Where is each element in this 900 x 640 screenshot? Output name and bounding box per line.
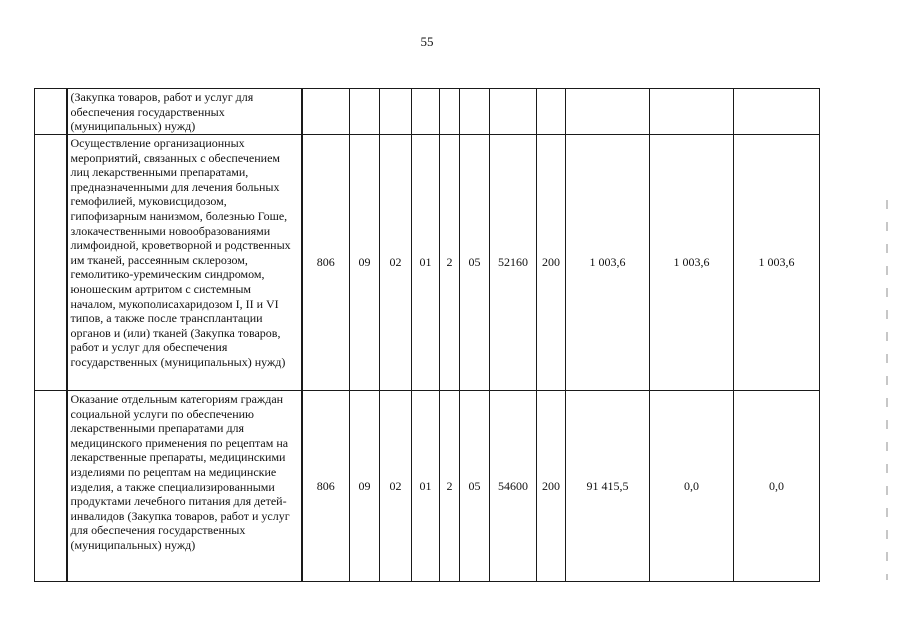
event-code-cell: 05 bbox=[460, 135, 490, 391]
expense-type-cell: 200 bbox=[537, 135, 566, 391]
amount-year2-cell: 0,0 bbox=[650, 391, 734, 582]
event-code-cell bbox=[460, 89, 490, 135]
table-row bbox=[35, 89, 820, 135]
direction-code-cell: 52160 bbox=[490, 135, 537, 391]
description-cell: (Закупка товаров, работ и услуг для обеспечения государственных (муниципальных) нужд) bbox=[67, 89, 302, 135]
ministry-code-cell: 806 bbox=[302, 135, 350, 391]
amount-year2-cell: 1 003,6 bbox=[650, 135, 734, 391]
description-cell: Оказание отдельным категориям граждан социальной услуги по обеспечению лекарственными препаратами для медицинского применения по рецептам на лекарственные препараты, медицинскими изделиями по рецептам на медицинские изделия, а также специализированными продуктами лечебного питания для детей-инвалидов (Закупка товаров, работ и услуг для обеспечения государственных (муниципальных) нужд) bbox=[67, 391, 302, 582]
subprogram-code-cell: 2 bbox=[440, 391, 460, 582]
program-code-cell: 01 bbox=[412, 391, 440, 582]
amount-year3-cell: 1 003,6 bbox=[734, 135, 820, 391]
table-row bbox=[35, 391, 820, 582]
row-number-cell bbox=[35, 89, 67, 135]
amount-year2-cell bbox=[650, 89, 734, 135]
row-number-cell bbox=[35, 135, 67, 391]
section-code-cell: 09 bbox=[350, 391, 380, 582]
page-number: 55 bbox=[420, 34, 434, 49]
amount-year1-cell: 1 003,6 bbox=[566, 135, 650, 391]
subprogram-code-cell bbox=[440, 89, 460, 135]
event-code-cell: 05 bbox=[460, 391, 490, 582]
scan-artifact-dots bbox=[886, 200, 888, 580]
table-row bbox=[35, 135, 820, 391]
ministry-code-cell: 806 bbox=[302, 391, 350, 582]
amount-year3-cell: 0,0 bbox=[734, 391, 820, 582]
expense-type-cell bbox=[537, 89, 566, 135]
subsection-code-cell bbox=[380, 89, 412, 135]
section-code-cell bbox=[350, 89, 380, 135]
program-code-cell: 01 bbox=[412, 135, 440, 391]
subsection-code-cell: 02 bbox=[380, 135, 412, 391]
section-code-cell: 09 bbox=[350, 135, 380, 391]
row-number-cell bbox=[35, 391, 67, 582]
program-code-cell bbox=[412, 89, 440, 135]
subprogram-code-cell: 2 bbox=[440, 135, 460, 391]
expense-type-cell: 200 bbox=[537, 391, 566, 582]
subsection-code-cell: 02 bbox=[380, 391, 412, 582]
direction-code-cell bbox=[490, 89, 537, 135]
description-cell: Осуществление организационных мероприятий, связанных с обеспечением лиц лекарственными препаратами, предназначенными для лечения больных гемофилией, муковисцидозом, гипофизарным нанизмом, болезнью Гоше, злокачественными новообразованиями лимфоидной, кроветворной и родственных им тканей, рассеянным склерозом, гемолитико-уремическим синдромом, юношеским артритом с системным началом, мукополисахаридозом I, II и VI типов, а также после трансплантации органов и (или) тканей (Закупка товаров, работ и услуг для обеспечения государственных (муниципальных) нужд) bbox=[67, 135, 302, 391]
amount-year3-cell bbox=[734, 89, 820, 135]
amount-year1-cell: 91 415,5 bbox=[566, 391, 650, 582]
ministry-code-cell bbox=[302, 89, 350, 135]
direction-code-cell: 54600 bbox=[490, 391, 537, 582]
amount-year1-cell bbox=[566, 89, 650, 135]
budget-table bbox=[34, 88, 820, 582]
